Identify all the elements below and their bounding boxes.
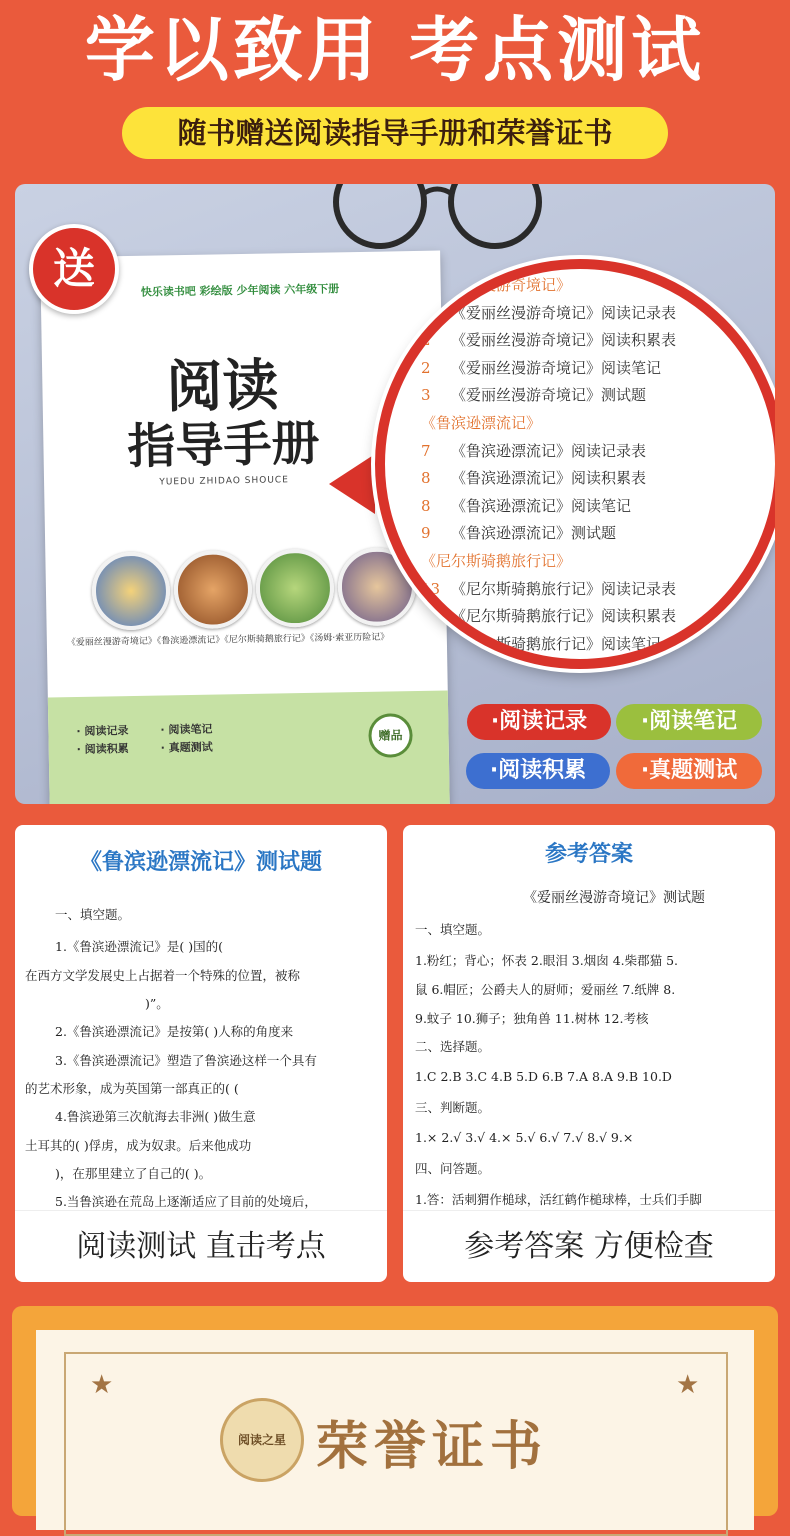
toc-entry xyxy=(421,438,676,466)
test-line: 一、填空题。 xyxy=(55,907,131,922)
book-caption: 《爱丽丝漫游奇境记》《鲁滨逊漂流记》《尼尔斯骑鹅旅行记》《汤姆·索亚历险记》 xyxy=(66,632,390,649)
toc-entry xyxy=(421,576,676,604)
certificate xyxy=(36,1330,754,1530)
test-line: 的艺术形象，成为英国第一部真正的( ( xyxy=(25,1081,239,1096)
toc-section-heading: 《鲁滨逊漂流记》 xyxy=(421,413,542,432)
test-line: )，在那里建立了自己的( )。 xyxy=(55,1166,212,1181)
toc-page-number: 9 xyxy=(421,524,431,543)
robinson-illustration xyxy=(173,550,252,629)
toc-section-heading: 《爱丽丝漫游奇境记》 xyxy=(421,276,572,294)
toc-entry-title: 《爱丽丝漫游奇境记》阅读笔记 xyxy=(451,358,662,377)
toc-entry-title: 《鲁滨逊漂流记》阅读记录表 xyxy=(451,441,647,460)
subheadline-banner: 随书赠送阅读指导手册和荣誉证书 xyxy=(122,107,668,159)
tag-reading-record: ·阅读记录 xyxy=(467,704,611,740)
toc-entry xyxy=(421,300,676,328)
answer-line: 四、问答题。 xyxy=(415,1161,491,1176)
answer-card xyxy=(403,825,775,1282)
test-card xyxy=(15,825,387,1282)
test-line: 4.鲁滨逊第三次航海去非洲( )做生意 xyxy=(55,1109,256,1124)
book-title-line2: 指导手册 xyxy=(126,415,320,476)
certificate-title: 荣誉证书 xyxy=(316,1416,549,1477)
test-card-footer: 阅读测试 直击考点 xyxy=(15,1210,387,1282)
toc-page-number: 8 xyxy=(421,469,431,488)
toc-page-number: 8 xyxy=(421,496,431,515)
book-item-notes: · 阅读笔记 xyxy=(160,722,213,737)
magnifier-toc xyxy=(375,259,775,669)
toc-entry xyxy=(421,520,676,548)
toc-page-number: 2 xyxy=(421,331,431,350)
tag-real-test: ·真题测试 xyxy=(616,753,762,789)
toc-page-number: 7 xyxy=(421,441,431,460)
toc-entry-title: 《尼尔斯骑鹅旅行记》阅读记录表 xyxy=(451,579,677,598)
toc-entry xyxy=(421,327,676,355)
book-item-accumulate: · 阅读积累 xyxy=(76,742,129,756)
toc-page-number: 2 xyxy=(421,358,431,377)
answer-line: 1.粉红；背心；怀表 2.眼泪 3.烟囱 4.柴郡猫 5. xyxy=(415,953,679,968)
answer-line: 一、填空题。 xyxy=(415,922,491,937)
toc-list xyxy=(421,272,676,658)
book-item-record: · 阅读记录 xyxy=(76,724,129,738)
reading-star-seal: 阅读之星 xyxy=(220,1398,304,1482)
toc-entry-title: 《尼尔斯骑鹅旅行记》阅读积累表 xyxy=(451,607,677,626)
answer-line: 1.答：活刺猬作槌球，活红鹤作槌球棒，士兵们手脚 xyxy=(415,1192,702,1207)
test-line: 3.《鲁滨逊漂流记》塑造了鲁滨逊这样一个具有 xyxy=(55,1053,317,1068)
test-line: 5.当鲁滨逊在荒岛上逐渐适应了目前的处境后， xyxy=(55,1194,317,1209)
toc-entry xyxy=(421,382,676,410)
test-line: 土耳其的( )俘虏，成为奴隶。后来他成功 xyxy=(25,1138,252,1153)
toc-entry xyxy=(421,465,676,493)
tag-reading-accumulate: ·阅读积累 xyxy=(466,753,610,789)
nils-illustration xyxy=(255,548,334,627)
answer-subtitle: 《爱丽丝漫游奇境记》测试题 xyxy=(523,890,705,906)
toc-entry-title: 《鲁滨逊漂流记》阅读积累表 xyxy=(451,469,647,488)
toc-entry xyxy=(421,493,676,521)
test-card-title: 《鲁滨逊漂流记》测试题 xyxy=(79,849,322,875)
toc-entry-title: 《尼尔斯骑鹅旅行记》阅读笔记 xyxy=(451,634,662,653)
tag-reading-notes: ·阅读笔记 xyxy=(616,704,762,740)
book-item-test: · 真题测试 xyxy=(160,740,213,755)
glasses-icon xyxy=(315,184,555,254)
test-line: 在西方文学发展史上占据着一个特殊的位置，被称 xyxy=(25,968,301,983)
test-line: 2.《鲁滨逊漂流记》是按第( )人称的角度来 xyxy=(55,1024,294,1039)
gift-send-badge: 送 xyxy=(29,224,119,314)
book-series-line: 快乐读书吧 彩绘版 少年阅读 六年级下册 xyxy=(140,282,340,299)
toc-entry-title: 《爱丽丝漫游奇境记》测试题 xyxy=(451,386,647,405)
toc-page-number: 1 xyxy=(421,303,431,322)
toc-entry-title: 《鲁滨逊漂流记》测试题 xyxy=(451,524,617,543)
star-icon: ★ xyxy=(90,1370,114,1400)
book-title-line1: 阅读 xyxy=(165,352,279,421)
magnifier-pointer xyxy=(329,454,375,514)
answer-line: 1.C 2.B 3.C 4.B 5.D 6.B 7.A 8.A 9.B 10.D xyxy=(415,1069,672,1084)
answer-line: 1.× 2.√ 3.√ 4.× 5.√ 6.√ 7.√ 8.√ 9.× xyxy=(415,1130,634,1145)
answer-line: 二、选择题。 xyxy=(415,1039,491,1054)
toc-page-number: 3 xyxy=(421,386,431,405)
toc-entry xyxy=(421,631,676,659)
toc-entry xyxy=(421,603,676,631)
test-line: )”。 xyxy=(145,996,169,1011)
star-icon: ★ xyxy=(676,1370,700,1400)
toc-entry-title: 《爱丽丝漫游奇境记》阅读记录表 xyxy=(451,303,677,322)
headline: 学以致用 考点测试 xyxy=(84,9,706,91)
toc-entry-title: 《鲁滨逊漂流记》阅读笔记 xyxy=(451,496,632,515)
answer-line: 鼠 6.帽匠；公爵夫人的厨师；爱丽丝 7.纸牌 8. xyxy=(415,982,676,997)
toc-section-heading: 《尼尔斯骑鹅旅行记》 xyxy=(421,551,572,570)
test-line: 1.《鲁滨逊漂流记》是( )国的( xyxy=(55,939,224,954)
product-photo xyxy=(15,184,775,804)
gift-badge: 赠品 xyxy=(368,713,413,758)
answer-line: 三、判断题。 xyxy=(415,1100,491,1115)
alice-illustration xyxy=(91,551,170,630)
answer-line: 9.蚊子 10.狮子；独角兽 11.树林 12.考核 xyxy=(415,1011,649,1026)
toc-page-number: 13 xyxy=(421,579,441,598)
answer-card-footer: 参考答案 方便检查 xyxy=(403,1210,775,1282)
answer-card-title: 参考答案 xyxy=(544,841,633,867)
toc-entry-title: 《爱丽丝漫游奇境记》阅读积累表 xyxy=(451,331,677,350)
toc-entry xyxy=(421,355,676,383)
book-pinyin: YUEDU ZHIDAO SHOUCE xyxy=(159,475,289,488)
